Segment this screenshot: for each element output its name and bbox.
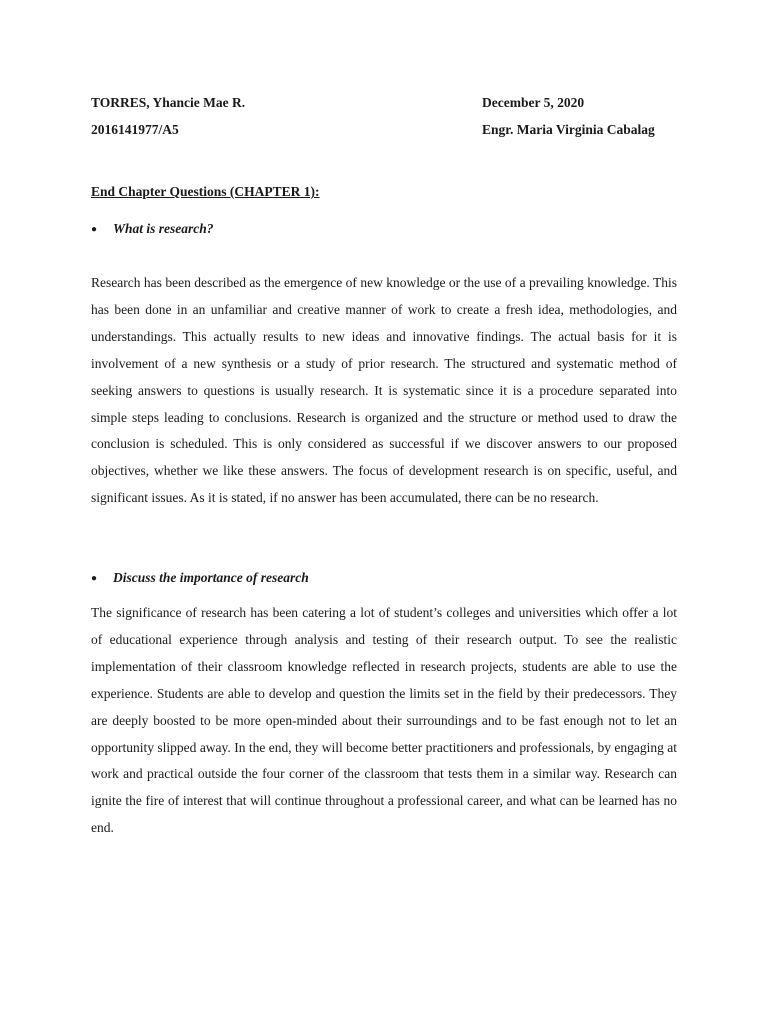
author-name: TORRES, Yhancie Mae R. xyxy=(91,95,246,110)
section-title: End Chapter Questions (CHAPTER 1): xyxy=(91,184,320,199)
question-1 xyxy=(91,221,214,238)
document-date: December 5, 2020 xyxy=(482,95,585,110)
question-1-text: What is research? xyxy=(113,221,214,236)
bullet-icon: ● xyxy=(91,224,98,235)
student-id: 2016141977/A5 xyxy=(91,122,179,137)
question-2 xyxy=(91,570,309,587)
answer-2-paragraph: The significance of research has been catering a lot of student’s colleges and universities which offer a lot of educational experience through analysis and testing of their research output. To see the realistic implementation of their classroom knowledge reflected in research projects, students are able to use the experience. Students are able to develop and question the limits set in the field by their predecessors. They are deeply boosted to be more open-minded about their surroundings and to be fast enough not to let an opportunity slipped away. In the end, they will become better practitioners and professionals, by engaging at work and practical outside the four corner of the classroom that tests them in a similar way. Research can ignite the fire of interest that will continue throughout a professional career, and what can be learned has no end. xyxy=(91,605,677,836)
bullet-icon: ● xyxy=(91,573,98,584)
answer-1-paragraph: Research has been described as the emergence of new knowledge or the use of a prevailing knowledge. This has been done in an unfamiliar and creative manner of work to create a fresh idea, methodologies, and understandings. This actually results to new ideas and innovative findings. The actual basis for it is involvement of a new synthesis or a study of prior research. The structured and systematic method of seeking answers to questions is usually research. It is systematic since it is a procedure separated into simple steps leading to conclusions. Research is organized and the structure or method used to draw the conclusion is scheduled. This is only considered as successful if we discover answers to our proposed objectives, whether we like these answers. The focus of development research is on specific, useful, and significant issues. As it is stated, if no answer has been accumulated, there can be no research. xyxy=(91,275,677,506)
question-2-text: Discuss the importance of research xyxy=(113,570,309,585)
instructor-name: Engr. Maria Virginia Cabalag xyxy=(482,122,655,137)
